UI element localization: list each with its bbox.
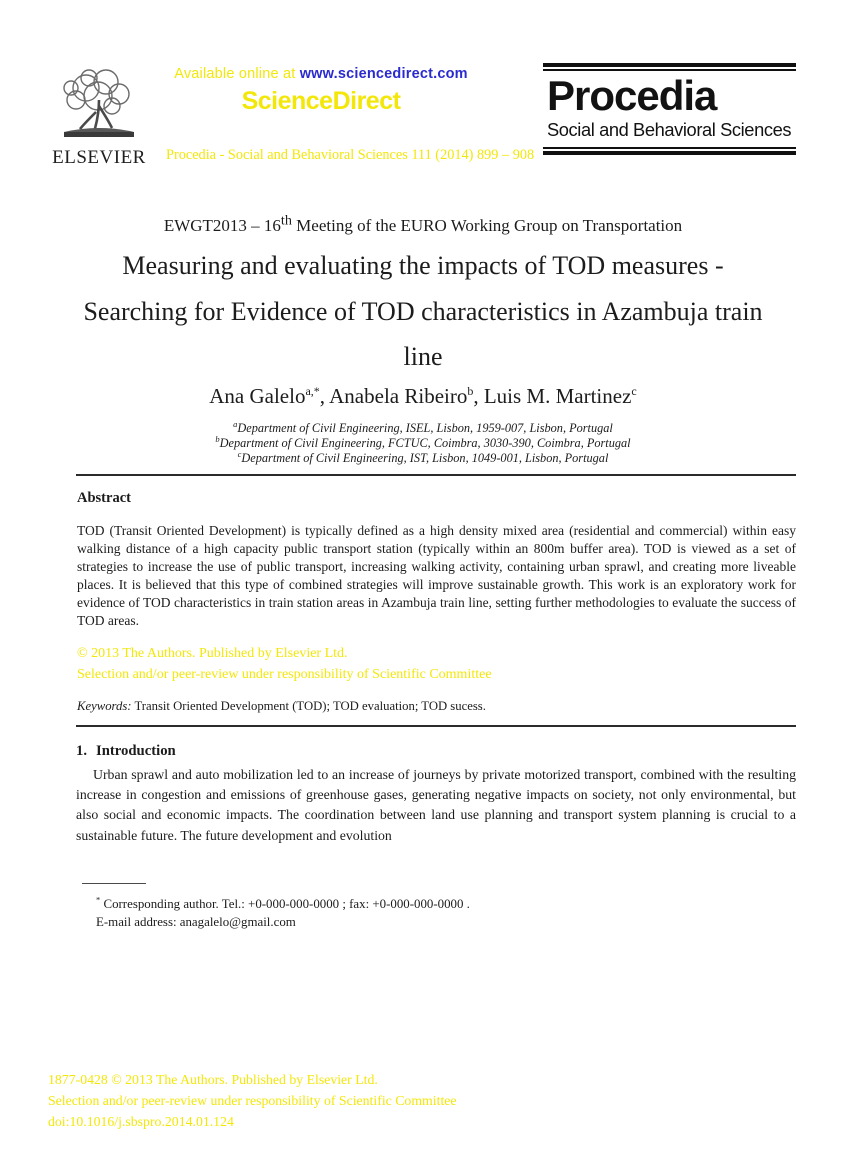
conference-prefix: EWGT2013 – 16 (163, 216, 281, 235)
procedia-logo-box (543, 63, 796, 155)
elsevier-logo (52, 66, 146, 169)
footnote-email-line: E-mail address: anagalelo@gmail.com (96, 914, 296, 929)
copyright-line-2: Selection and/or peer-review under responsibility of Scientific Committee (77, 666, 492, 682)
section-title: Introduction (96, 743, 176, 759)
footer-doi-line: doi:10.1016/j.sbspro.2014.01.124 (48, 1113, 234, 1129)
conference-suffix: Meeting of the EURO Working Group on Transportation (291, 216, 683, 235)
keywords-bottom-divider (76, 725, 796, 727)
author-sep-2: , (473, 384, 484, 408)
footnote-corresponding-author: Corresponding author. Tel.: +0-000-000-0000 ; fax: +0-000-000-0000 . (100, 897, 470, 911)
procedia-subtitle: Social and Behavioral Sciences (547, 118, 792, 140)
available-online-line (166, 66, 476, 82)
title-line-1: Measuring and evaluating the impacts of TOD measures - (122, 251, 724, 280)
affiliation-b-text: Department of Civil Engineering, FCTUC, Coimbra, 3030-390, Coimbra, Portugal (219, 435, 631, 450)
affiliation-b (40, 433, 806, 451)
affiliation-a-text: Department of Civil Engineering, ISEL, Lisbon, 1959-007, Lisbon, Portugal (237, 421, 613, 435)
affiliations (40, 418, 806, 465)
footnote-asterisk: * (96, 894, 101, 905)
sciencedirect-logo: ScienceDirect (241, 87, 401, 115)
title-line-3: line (403, 342, 443, 371)
title-line-2: Searching for Evidence of TOD characteristics in Azambuja train (83, 296, 763, 326)
abstract-body: TOD (Transit Oriented Development) is typically defined as a high density mixed area (residential and commercial) within easy walking distance of a high capacity public transport station (typically within an 800m buffer area). TOD is viewed as a set of strategies to increase the use of public transport, increasing walking activity, containing urban sprawl, and creating more liveable places. It is believed that this type of combined strategies will improve sustainable growth. This work is an exploratory work for evidence of TOD characteristics in train station areas in Azambuja train line, setting further methodologies to evaluate the success of TOD areas. (77, 523, 796, 628)
introduction-paragraph: Urban sprawl and auto mobilization led to an increase of journeys by private motorized transport, combined with the resulting increase in congestion and emissions of greenhouse gases, generating negative impacts on society, not only environmental, but also social and economic impacts. The coordination between land use planning and transport system planning is crucial to a sustainable future. The future development and evolution (76, 767, 796, 843)
footnote-line-1 (96, 896, 470, 914)
section-heading-introduction (76, 743, 176, 760)
author-2: Anabela Ribeiro (329, 384, 468, 408)
affiliation-a (40, 418, 806, 436)
keywords-text: Transit Oriented Development (TOD); TOD evaluation; TOD sucess. (131, 699, 486, 713)
footer-issn-line: 1877-0428 © 2013 The Authors. Published by Elsevier Ltd. (48, 1072, 378, 1087)
author-3: Luis M. Martinez (483, 384, 632, 408)
page-title (30, 243, 816, 380)
abstract-heading: Abstract (77, 490, 131, 506)
affiliation-b-sup: b (215, 433, 220, 444)
sciencedirect-link[interactable]: www.sciencedirect.com (299, 66, 468, 82)
author-1: Ana Galelo (209, 384, 306, 408)
author-3-sup: c (631, 384, 637, 398)
conference-line (40, 212, 806, 236)
page-footer (48, 1070, 457, 1132)
affiliation-c-text: Department of Civil Engineering, IST, Lisbon, 1049-001, Lisbon, Portugal (241, 450, 609, 465)
affiliation-a-sup: a (233, 418, 238, 429)
abstract-top-divider (76, 474, 796, 476)
section-number: 1. (76, 743, 88, 759)
affiliation-c (40, 448, 806, 466)
journal-citation-line: Procedia - Social and Behavioral Sciences 111 (2014) 899 – 908 (166, 147, 535, 163)
available-online-prefix: Available online at (174, 66, 300, 82)
copyright-block (77, 644, 492, 685)
procedia-wordmark: Procedia (547, 72, 717, 119)
keywords-line (77, 699, 486, 714)
elsevier-wordmark: ELSEVIER (52, 147, 146, 168)
footnote (96, 896, 470, 931)
affiliation-c-sup: c (237, 448, 242, 459)
conference-sup: th (280, 212, 292, 229)
keywords-label: Keywords: (77, 699, 132, 713)
copyright-line-1: © 2013 The Authors. Published by Elsevier Ltd. (77, 646, 348, 661)
footnote-divider (82, 883, 146, 884)
author-sep-1: , (319, 384, 330, 408)
author-1-sup: a,* (305, 384, 320, 398)
author-2-sup: b (467, 384, 474, 398)
elsevier-tree-icon (52, 66, 146, 146)
footer-selection-line: Selection and/or peer-review under responsibility of Scientific Committee (48, 1092, 457, 1108)
authors-line (40, 384, 806, 409)
